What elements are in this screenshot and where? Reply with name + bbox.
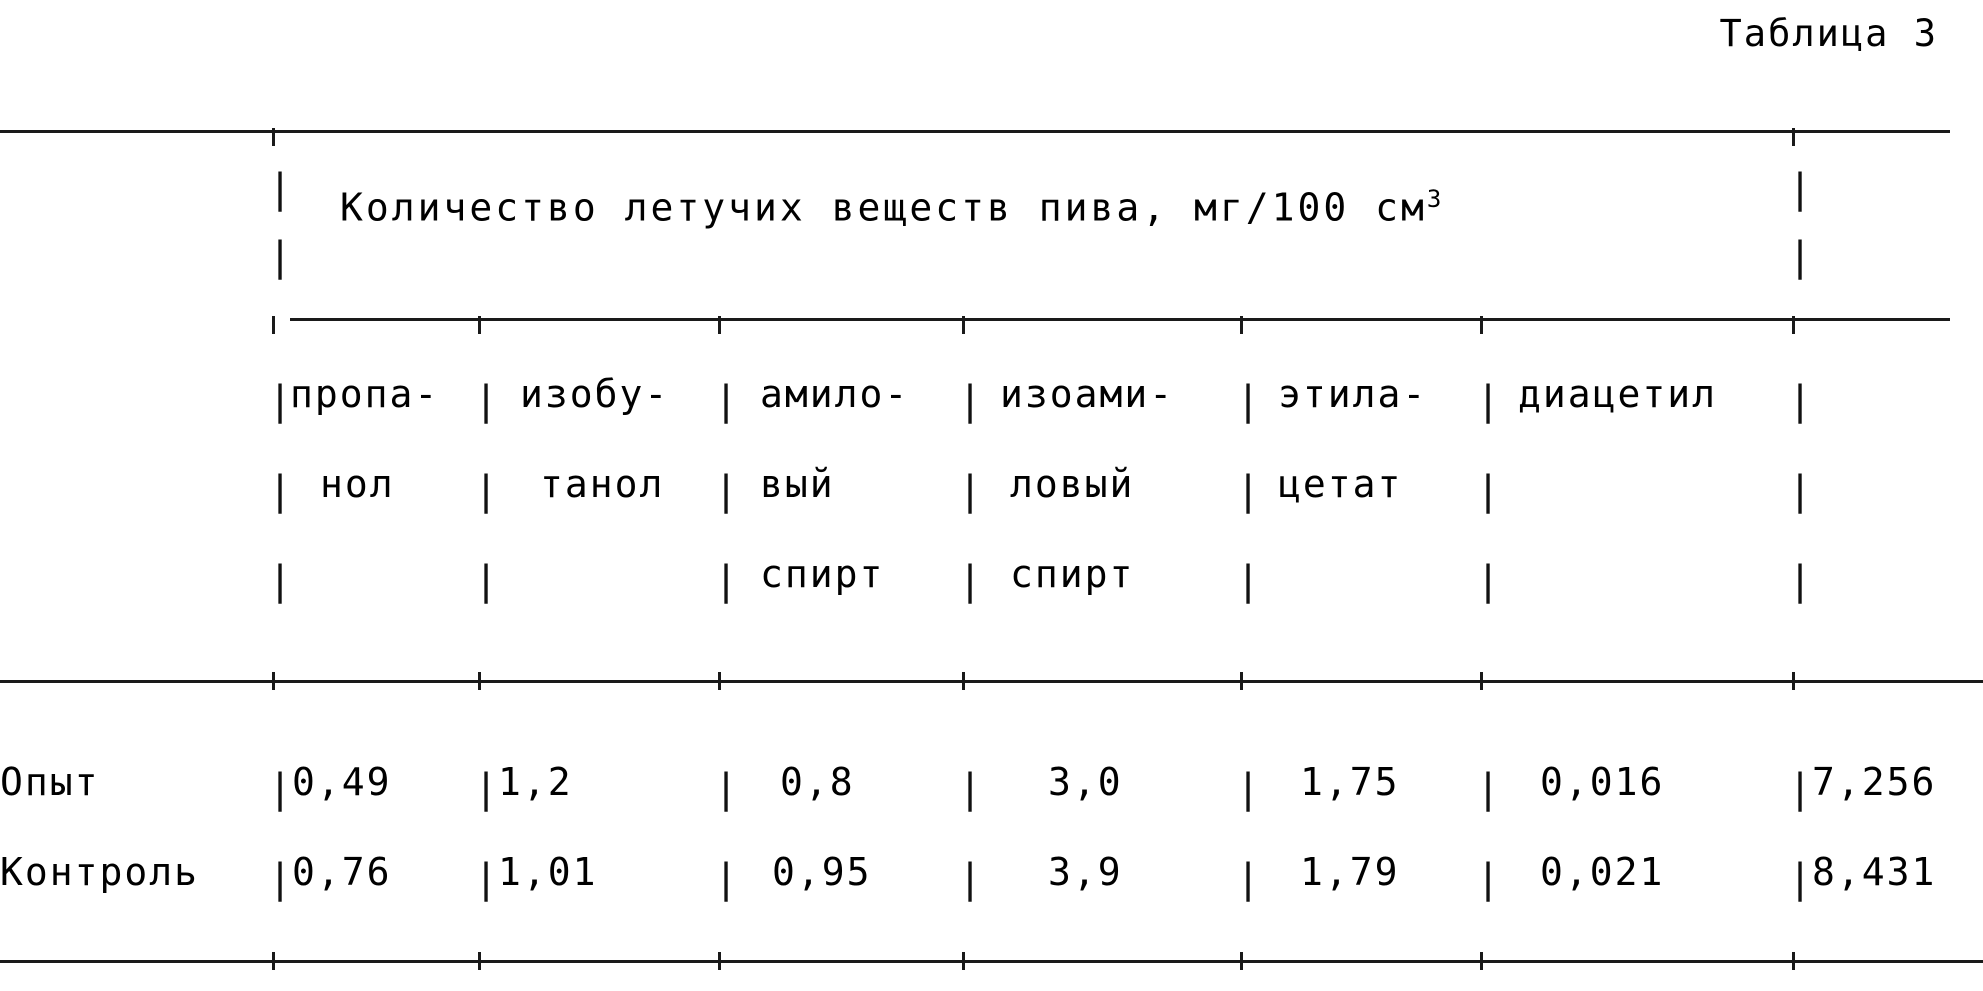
table-cell: 1,2 [498,760,573,804]
column-separator: | [1788,378,1813,424]
table-span-header-text: Количество летучих веществ пива, мг/100 см [340,185,1427,230]
column-separator: | [268,766,293,812]
column-separator: | [474,766,499,812]
column-separator: | [474,468,499,514]
column-separator: | [1788,856,1813,902]
column-tick [962,952,965,970]
column-separator: | [1476,378,1501,424]
table-cell: 0,016 [1540,760,1665,804]
column-tick [478,316,481,334]
table-bottom-rule [0,960,1983,963]
column-tick [272,952,275,970]
column-header-6-line1: диацетил [1518,372,1718,416]
table-cell: 0,8 [780,760,855,804]
column-tick [1480,316,1483,334]
column-tick [1240,672,1243,690]
column-tick [718,316,721,334]
column-separator: | [1476,468,1501,514]
column-separator: | [1788,234,1813,280]
column-tick [272,316,275,334]
column-separator: | [268,166,293,212]
column-tick [478,952,481,970]
column-tick [718,952,721,970]
table-cell: 0,95 [772,850,872,894]
table-cell: 0,021 [1540,850,1665,894]
column-separator: | [958,856,983,902]
column-separator: | [268,378,293,424]
column-header-1-line1: пропа- [290,372,440,416]
column-header-1-line2: нол [320,462,395,506]
column-separator: | [268,468,293,514]
column-separator: | [1236,468,1261,514]
table-cell: 3,9 [1048,850,1123,894]
column-header-5-line2: цетат [1278,462,1403,506]
column-tick [1792,316,1795,334]
column-separator: | [1788,468,1813,514]
table-cell: 8,431 [1812,850,1937,894]
column-tick [1480,952,1483,970]
table-cell: 7,256 [1812,760,1937,804]
column-separator: | [714,468,739,514]
table-cell: 0,76 [292,850,392,894]
column-separator: | [714,856,739,902]
column-tick [1792,952,1795,970]
column-header-3-line1: амило- [760,372,910,416]
table-row-label: Контроль [0,850,200,894]
table-span-rule [290,318,1950,321]
column-separator: | [1236,558,1261,604]
column-separator: | [268,234,293,280]
column-header-4-line1: изоами- [1000,372,1175,416]
column-separator: | [958,558,983,604]
column-separator: | [474,558,499,604]
column-separator: | [958,766,983,812]
column-separator: | [1476,766,1501,812]
column-separator: | [1476,558,1501,604]
column-tick [962,316,965,334]
column-tick [1792,672,1795,690]
column-separator: | [474,378,499,424]
column-separator: | [958,378,983,424]
column-separator: | [1788,558,1813,604]
column-header-2-line2: танол [540,462,665,506]
column-header-3-line3: спирт [760,552,885,596]
column-tick [718,672,721,690]
table-cell: 1,01 [498,850,598,894]
table-cell: 1,79 [1300,850,1400,894]
column-header-4-line3: спирт [1010,552,1135,596]
column-tick [272,128,275,146]
column-tick [272,672,275,690]
table-cell: 0,49 [292,760,392,804]
column-tick [1240,316,1243,334]
column-separator: | [268,558,293,604]
column-tick [1240,952,1243,970]
table-span-header [340,185,1444,230]
column-separator: | [1476,856,1501,902]
column-tick [478,672,481,690]
column-separator: | [1788,166,1813,212]
column-tick [1792,128,1795,146]
table-span-header-superscript: 3 [1426,185,1445,213]
column-separator: | [714,558,739,604]
column-header-2-line1: изобу- [520,372,670,416]
column-separator: | [714,378,739,424]
column-header-3-line2: вый [760,462,835,506]
column-tick [962,672,965,690]
column-separator: | [714,766,739,812]
column-tick [1480,672,1483,690]
table-top-rule [0,130,1950,133]
column-separator: | [474,856,499,902]
table-caption: Таблица 3 [1719,12,1938,55]
column-header-4-line2: ловый [1010,462,1135,506]
column-separator: | [1236,766,1261,812]
table-row-label: Опыт [0,760,100,804]
column-separator: | [958,468,983,514]
column-header-5-line1: этила- [1278,372,1428,416]
table-cell: 1,75 [1300,760,1400,804]
table-header-rule [0,680,1983,683]
column-separator: | [1788,766,1813,812]
column-separator: | [1236,378,1261,424]
column-separator: | [268,856,293,902]
column-separator: | [1236,856,1261,902]
table-cell: 3,0 [1048,760,1123,804]
